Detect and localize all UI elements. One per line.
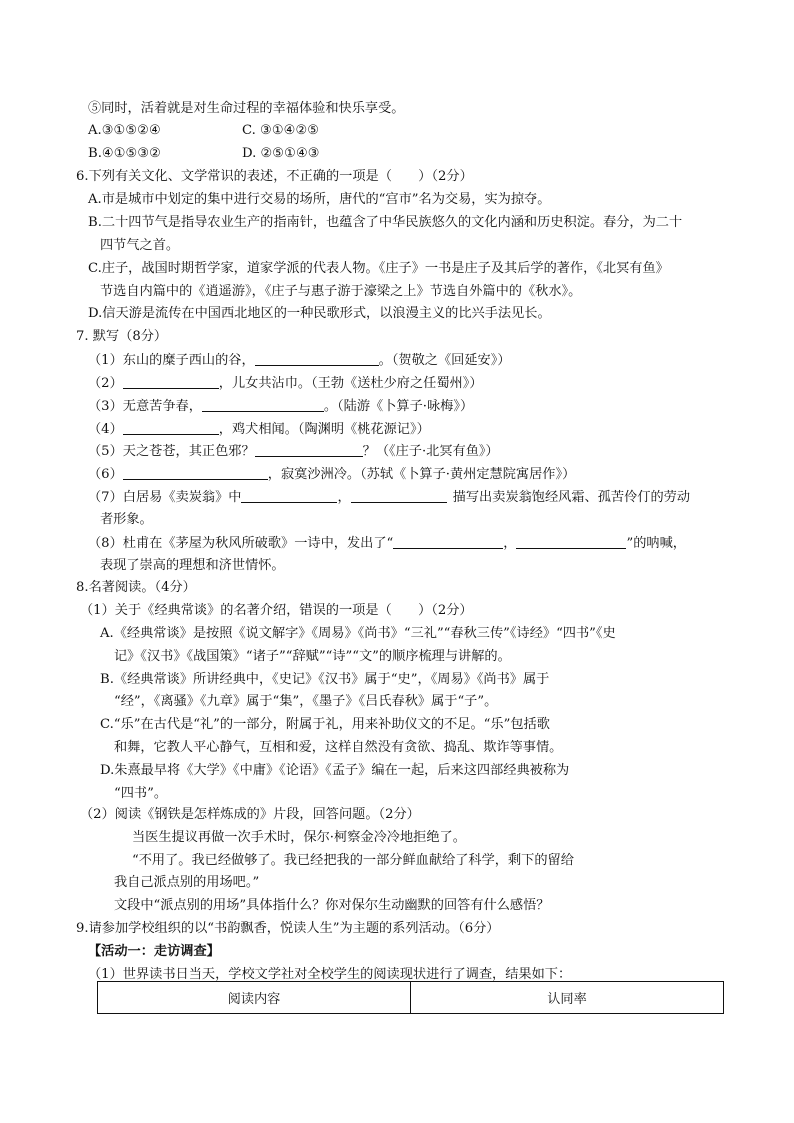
q6-option-c-line1: C.庄子，战国时期哲学家，道家学派的代表人物。《庄子》一书是庄子及其后学的著作，《北冥有鱼》 (88, 261, 669, 276)
q7-item-4 (88, 420, 430, 439)
q7-1-text-a: （1）东山的糜子西山的谷， (88, 353, 255, 368)
q8-option-a-line1: A.《经典常谈》是按照《说文解字》《周易》《尚书》“三礼”“春秋三传”《诗经》“四书”《史 (100, 626, 616, 641)
table-header-approval-rate: 认同率 (411, 982, 724, 1014)
q7-item-8 (88, 534, 686, 553)
q7-item-7 (88, 488, 690, 507)
q7-7-blank-2[interactable] (351, 488, 447, 503)
survey-table (97, 981, 724, 1014)
q7-item-3 (88, 397, 473, 416)
q8-passage-line3: 我自己派点别的用场吧。” (114, 875, 260, 890)
q6-option-d: D.信天游是流传在中国西北地区的一种民歌形式，以浪漫主义的比兴手法见长。 (88, 306, 551, 321)
q7-2-text-a: （2） (88, 376, 123, 391)
q7-2-blank[interactable] (123, 374, 219, 389)
q5-item5: ⑤同时，活着就是对生命过程的幸福体验和快乐享受。 (88, 101, 405, 116)
table-header-reading-content: 阅读内容 (98, 982, 411, 1014)
q7-item-7-cont: 者形象。 (100, 512, 153, 527)
q6-option-c-line2: 节选自内篇中的《逍遥游》，《庄子与惠子游于濠梁之上》节选自外篇中的《秋水》。 (100, 284, 582, 299)
q8-passage-line2: “不用了。我已经做够了。我已经把我的一部分鲜血献给了科学，剩下的留给 (132, 853, 574, 868)
q5-option-c: C. ③①④②⑤ (242, 123, 320, 138)
q7-6-blank[interactable] (123, 465, 268, 480)
q9-activity-title: 【活动一：走访调查】 (88, 944, 220, 959)
q8-option-a-line2: 记》《汉书》《战国策》“诸子”“辞赋”“诗”“文”的顺序梳理与讲解的。 (114, 649, 511, 664)
q8-stem: 8.名著阅读。（4分） (76, 580, 196, 595)
q7-4-blank[interactable] (123, 420, 219, 435)
q5-option-d: D. ②⑤①④③ (242, 146, 320, 161)
q7-item-1 (88, 351, 511, 370)
q7-item-8-cont: 表现了崇高的理想和济世情怀。 (100, 558, 285, 573)
q7-7-blank-1[interactable] (241, 488, 337, 503)
q7-4-text-a: （4） (88, 422, 123, 437)
q8-option-c-line2: 和舞，它教人平心静气，互相和爱，这样自然没有贪欲、捣乱、欺诈等事情。 (114, 740, 563, 755)
q8-question: 文段中“派点别的用场”具体指什么？你对保尔生动幽默的回答有什么感悟？ (114, 898, 550, 913)
q8-option-d-line1: D.朱熹最早将《大学》《中庸》《论语》《孟子》编在一起，后来这四部经典被称为 (100, 763, 570, 778)
q7-item-2 (88, 374, 483, 393)
q6-option-b-line1: B.二十四节气是指导农业生产的指南针，也蕴含了中华民族悠久的文化内涵和历史积淀。春分，为二十 (88, 215, 683, 230)
q9-sub1-stem: （1）世界读书日当天，学校文学社对全校学生的阅读现状进行了调查，结果如下： (88, 967, 572, 982)
q7-1-blank[interactable] (255, 351, 379, 366)
q9-stem: 9.请参加学校组织的以“书韵飘香，悦读人生”为主题的系列活动。（6分） (76, 921, 500, 936)
q8-option-b-line1: B.《经典常谈》所讲经典中，《史记》《汉书》属于“史”，《周易》《尚书》属于 (100, 672, 550, 687)
q6-option-a: A.市是城市中划定的集中进行交易的场所，唐代的“宫市”名为交易，实为掠夺。 (88, 192, 551, 207)
q7-8-blank-1[interactable] (393, 534, 503, 549)
q7-7-text-c: 描写出卖炭翁饱经风霜、孤苦伶仃的劳动 (452, 490, 691, 505)
q7-item-5 (88, 442, 499, 461)
q8-sub1-stem: （1）关于《经典常谈》的名著介绍，错误的一项是（ ）（2分） (80, 603, 473, 618)
q7-8-blank-2[interactable] (516, 534, 626, 549)
q8-option-b-line2: “经”，《离骚》《九章》属于“集”，《墨子》《吕氏春秋》属于“子”。 (114, 694, 498, 709)
q8-option-d-line2: “四书”。 (114, 786, 168, 801)
q7-8-text-b: ， (503, 536, 517, 551)
q8-sub2-stem: （2）阅读《钢铁是怎样炼成的》片段，回答问题。（2分） (80, 807, 420, 822)
q7-7-text-b: ， (337, 490, 351, 505)
q7-3-text-b: 。（陆游《卜算子·咏梅》） (323, 399, 474, 414)
q7-8-text-a: （8）杜甫在《茅屋为秋风所破歌》一诗中，发出了“ (88, 536, 394, 551)
q6-option-b-line2: 四节气之首。 (100, 238, 180, 253)
q7-5-blank[interactable] (255, 442, 363, 457)
q7-1-text-b: 。（贺敬之《回延安》） (378, 353, 511, 368)
q7-3-blank[interactable] (202, 397, 324, 412)
q7-2-text-b: ，儿女共沾巾。（王勃《送杜少府之任蜀州》） (218, 376, 483, 391)
q8-passage-line1: 当医生提议再做一次手术时，保尔·柯察金冷冷地拒绝了。 (132, 830, 466, 845)
q7-3-text-a: （3）无意苦争春， (88, 399, 202, 414)
q7-5-text-b: ？（《庄子·北冥有鱼》） (362, 444, 499, 459)
q7-6-text-b: ，寂寞沙洲冷。（苏轼《卜算子·黄州定慧院寓居作》） (267, 467, 576, 482)
q7-7-text-a: （7）白居易《卖炭翁》中 (88, 490, 242, 505)
q5-option-b: B.④①⑤③② (88, 146, 161, 161)
q6-stem: 6.下列有关文化、文学常识的表述，不正确的一项是（ ）（2分） (76, 169, 473, 184)
table-row (98, 982, 724, 1014)
q7-8-text-c: ”的呐喊， (626, 536, 686, 551)
q7-stem: 7. 默写（8分） (76, 329, 168, 344)
q7-item-6 (88, 465, 575, 484)
q7-4-text-b: ，鸡犬相闻。（陶渊明《桃花源记》） (218, 422, 430, 437)
q7-6-text-a: （6） (88, 467, 123, 482)
q7-5-text-a: （5）天之苍苍，其正色邪？ (88, 444, 255, 459)
q5-option-a: A.③①⑤②④ (88, 123, 161, 138)
q8-option-c-line1: C.“乐”在古代是“礼”的一部分，附属于礼，用来补助仪文的不足。“乐”包括歌 (100, 717, 550, 732)
